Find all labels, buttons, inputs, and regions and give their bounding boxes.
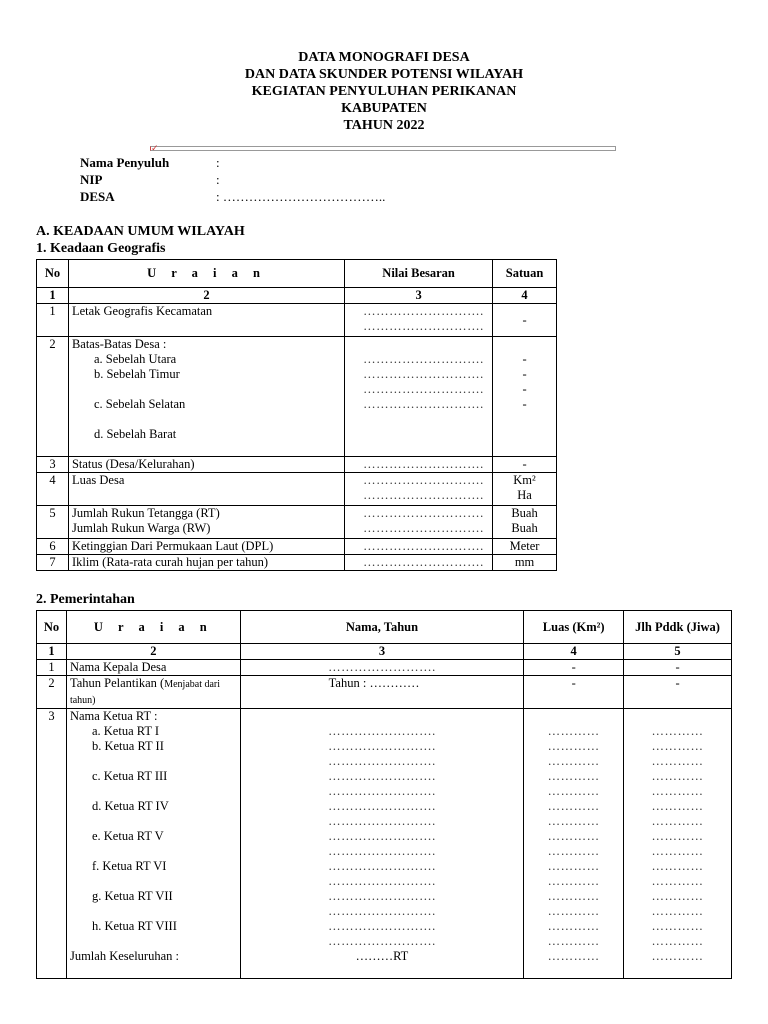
doc-title-line-4: KABUPATEN — [341, 101, 427, 116]
col-number: 2 — [68, 288, 344, 304]
table-row — [37, 304, 557, 337]
satuan-value: - — [522, 352, 527, 366]
row-no: 3 — [37, 457, 69, 473]
table-header-row — [37, 611, 732, 644]
ketua-rt-item: e. Ketua RT V — [91, 829, 164, 843]
header-divider — [150, 143, 616, 153]
satuan-km2: Km² — [513, 473, 536, 487]
table-row — [37, 709, 732, 979]
row-satuan — [493, 473, 557, 506]
col-header-uraian: U r a i a n — [68, 260, 344, 288]
luas-dots: ………… — [547, 814, 600, 828]
pemerintahan-table — [36, 610, 732, 979]
nip-value: : — [216, 172, 220, 187]
luas-dots: ………… — [547, 784, 600, 798]
nama-dots: ……………………. — [328, 784, 436, 798]
table-row — [37, 660, 732, 676]
table-number-row — [37, 288, 557, 304]
table-row — [37, 457, 557, 473]
batas-barat: d. Sebelah Barat — [93, 427, 177, 441]
nilai-dots: ………………………. — [363, 319, 484, 333]
ketua-rt-item: c. Ketua RT III — [91, 769, 168, 783]
row-no: 1 — [37, 304, 69, 337]
pddk-dots: ………… — [651, 859, 704, 873]
ketua-rt-item: h. Ketua RT VIII — [91, 919, 177, 933]
pddk-dots: ………… — [651, 784, 704, 798]
row-satuan — [493, 337, 557, 457]
row-uraian: Iklim (Rata-rata curah hujan per tahun) — [68, 555, 344, 571]
nama-dots: ……………………. — [328, 904, 436, 918]
row-luas: - — [524, 660, 624, 676]
ketua-rt-item: b. Ketua RT II — [91, 739, 164, 753]
luas-dots: ………… — [547, 769, 600, 783]
table-number-row — [37, 644, 732, 660]
row-satuan: - — [493, 457, 557, 473]
ketua-rt-item: d. Ketua RT IV — [91, 799, 169, 813]
satuan-ha: Ha — [517, 488, 532, 502]
batas-selatan: c. Sebelah Selatan — [93, 397, 186, 411]
row-uraian: Ketinggian Dari Permukaan Laut (DPL) — [68, 539, 344, 555]
batas-label: Batas-Batas Desa : — [71, 337, 167, 351]
row-no: 2 — [37, 337, 69, 457]
luas-dots: ………… — [547, 844, 600, 858]
nilai-dots: ………………………. — [363, 457, 484, 471]
table-row — [37, 506, 557, 539]
pddk-dots: ………… — [651, 889, 704, 903]
doc-title-line-2: DAN DATA SKUNDER POTENSI WILAYAH — [244, 67, 524, 82]
row-nilai — [345, 539, 493, 555]
pddk-dots: ………… — [651, 724, 704, 738]
row-luas — [524, 709, 624, 979]
row-uraian: Luas Desa — [68, 473, 344, 506]
nama-dots: ……………………. — [328, 889, 436, 903]
jumlah-keseluruhan-label: Jumlah Keseluruhan : — [69, 949, 179, 963]
row-satuan: mm — [493, 555, 557, 571]
nilai-dots: ………………………. — [363, 473, 484, 487]
nilai-dots: ………………………. — [363, 382, 484, 396]
nilai-dots: ………………………. — [363, 352, 484, 366]
red-mark-icon: ✓ — [151, 143, 159, 153]
luas-dots: ………… — [547, 874, 600, 888]
pddk-dots: ………… — [651, 844, 704, 858]
nilai-dots: ………………………. — [363, 367, 484, 381]
nama-dots: ……………………. — [328, 829, 436, 843]
nama-dots: ……………………. — [328, 739, 436, 753]
doc-title-line-3: KEGIATAN PENYULUHAN PERIKANAN — [251, 84, 517, 99]
row-uraian: Letak Geografis Kecamatan — [68, 304, 344, 337]
nilai-dots: ………………………. — [363, 506, 484, 520]
pddk-dots: ………… — [651, 949, 704, 963]
row-pddk: - — [624, 676, 732, 709]
section-1-heading: 1. Keadaan Geografis — [36, 241, 166, 256]
row-nilai — [345, 473, 493, 506]
tahun-pelantikan-label: Tahun Pelantikan ( — [69, 676, 165, 690]
nama-dots: ……………………. — [328, 844, 436, 858]
luas-dots: ………… — [547, 949, 600, 963]
col-header-luas: Luas (Km²) — [524, 611, 624, 644]
pddk-dots: ………… — [651, 769, 704, 783]
nilai-dots: ………………………. — [363, 397, 484, 411]
luas-dots: ………… — [547, 904, 600, 918]
luas-dots: ………… — [547, 919, 600, 933]
nilai-dots: ………………………. — [363, 488, 484, 502]
doc-title-line-5: TAHUN 2022 — [343, 118, 425, 133]
row-uraian — [68, 337, 344, 457]
col-number: 1 — [37, 644, 67, 660]
satuan-value: Buah — [511, 521, 538, 535]
luas-dots: ………… — [547, 859, 600, 873]
nama-penyuluh-label: Nama Penyuluh — [80, 155, 170, 170]
nama-dots: ……………………. — [328, 919, 436, 933]
row-no: 4 — [37, 473, 69, 506]
row-satuan: - — [493, 304, 557, 337]
pddk-dots: ………… — [651, 754, 704, 768]
table-row — [37, 676, 732, 709]
pddk-dots: ………… — [651, 814, 704, 828]
row-nilai — [345, 457, 493, 473]
pddk-dots: ………… — [651, 934, 704, 948]
row-no: 2 — [37, 676, 67, 709]
row-pddk: - — [624, 660, 732, 676]
row-nilai — [345, 506, 493, 539]
doc-title-line-1: DATA MONOGRAFI DESA — [298, 50, 470, 65]
col-header-no: No — [37, 611, 67, 644]
pddk-dots: ………… — [651, 739, 704, 753]
luas-dots: ………… — [547, 724, 600, 738]
ketua-rt-item: g. Ketua RT VII — [91, 889, 173, 903]
row-uraian — [66, 709, 240, 979]
satuan-value: Buah — [511, 506, 538, 520]
pddk-dots: ………… — [651, 904, 704, 918]
col-number: 1 — [37, 288, 69, 304]
desa-label: DESA — [80, 189, 115, 204]
row-nilai — [345, 555, 493, 571]
row-uraian — [66, 676, 240, 709]
section-a-heading: A. KEADAAN UMUM WILAYAH — [36, 224, 245, 239]
row-uraian: Nama Kepala Desa — [66, 660, 240, 676]
pddk-dots: ………… — [651, 829, 704, 843]
row-no: 6 — [37, 539, 69, 555]
satuan-value: - — [522, 382, 527, 396]
row-satuan: Meter — [493, 539, 557, 555]
col-header-jlh-pddk: Jlh Pddk (Jiwa) — [624, 611, 732, 644]
table-row — [37, 555, 557, 571]
pddk-dots: ………… — [651, 919, 704, 933]
row-luas: - — [524, 676, 624, 709]
nilai-dots: ………………………. — [363, 539, 484, 553]
row-nilai — [345, 337, 493, 457]
luas-dots: ………… — [547, 739, 600, 753]
luas-dots: ………… — [547, 889, 600, 903]
tahun-pelantikan-note: Menjabat dari tahun) — [69, 679, 221, 706]
ketua-rt-item: f. Ketua RT VI — [91, 859, 167, 873]
table-header-row — [37, 260, 557, 288]
col-header-satuan: Satuan — [493, 260, 557, 288]
nilai-dots: ………………………. — [363, 521, 484, 535]
satuan-value: - — [522, 397, 527, 411]
col-header-uraian: U r a i a n — [66, 611, 240, 644]
col-header-no: No — [37, 260, 69, 288]
col-number: 3 — [345, 288, 493, 304]
nama-dots: ……………………. — [328, 754, 436, 768]
pddk-dots: ………… — [651, 799, 704, 813]
row-uraian: Status (Desa/Kelurahan) — [68, 457, 344, 473]
col-header-nilai: Nilai Besaran — [345, 260, 493, 288]
rt-label: Jumlah Rukun Tetangga (RT) — [71, 506, 220, 520]
batas-utara: a. Sebelah Utara — [93, 352, 177, 366]
table-row — [37, 337, 557, 457]
col-number: 4 — [493, 288, 557, 304]
luas-dots: ………… — [547, 754, 600, 768]
col-number: 3 — [240, 644, 524, 660]
row-nilai — [345, 304, 493, 337]
luas-dots: ………… — [547, 934, 600, 948]
row-no: 3 — [37, 709, 67, 979]
nama-dots: ……………………. — [328, 660, 436, 674]
row-nama — [240, 660, 524, 676]
nama-dots: ……………………. — [328, 799, 436, 813]
nama-penyuluh-value: : — [216, 155, 220, 170]
row-nama — [240, 709, 524, 979]
nama-dots: ……………………. — [328, 859, 436, 873]
ketua-rt-label: Nama Ketua RT : — [69, 709, 158, 723]
row-satuan — [493, 506, 557, 539]
nama-dots: ……………………. — [328, 814, 436, 828]
row-no: 1 — [37, 660, 67, 676]
luas-dots: ………… — [547, 799, 600, 813]
table-row — [37, 539, 557, 555]
row-nama: Tahun : ………… — [240, 676, 524, 709]
col-number: 4 — [524, 644, 624, 660]
satuan-value: - — [522, 367, 527, 381]
nama-dots: ……………………. — [328, 769, 436, 783]
col-header-nama-tahun: Nama, Tahun — [240, 611, 524, 644]
luas-dots: ………… — [547, 829, 600, 843]
desa-value: : ……………………………….. — [216, 189, 386, 204]
nip-label: NIP — [80, 172, 103, 187]
rt-total: ………RT — [355, 949, 409, 963]
section-2-heading: 2. Pemerintahan — [36, 592, 135, 607]
row-no: 7 — [37, 555, 69, 571]
col-number: 2 — [66, 644, 240, 660]
row-uraian — [68, 506, 344, 539]
nama-dots: ……………………. — [328, 934, 436, 948]
table-row — [37, 473, 557, 506]
nilai-dots: ………………………. — [363, 555, 484, 569]
row-no: 5 — [37, 506, 69, 539]
rw-label: Jumlah Rukun Warga (RW) — [71, 521, 211, 535]
nilai-dots: ………………………. — [363, 304, 484, 318]
col-number: 5 — [624, 644, 732, 660]
ketua-rt-item: a. Ketua RT I — [91, 724, 160, 738]
batas-timur: b. Sebelah Timur — [93, 367, 180, 381]
row-pddk — [624, 709, 732, 979]
nama-dots: ……………………. — [328, 724, 436, 738]
pddk-dots: ………… — [651, 874, 704, 888]
geografis-table — [36, 259, 557, 571]
nama-dots: ……………………. — [328, 874, 436, 888]
